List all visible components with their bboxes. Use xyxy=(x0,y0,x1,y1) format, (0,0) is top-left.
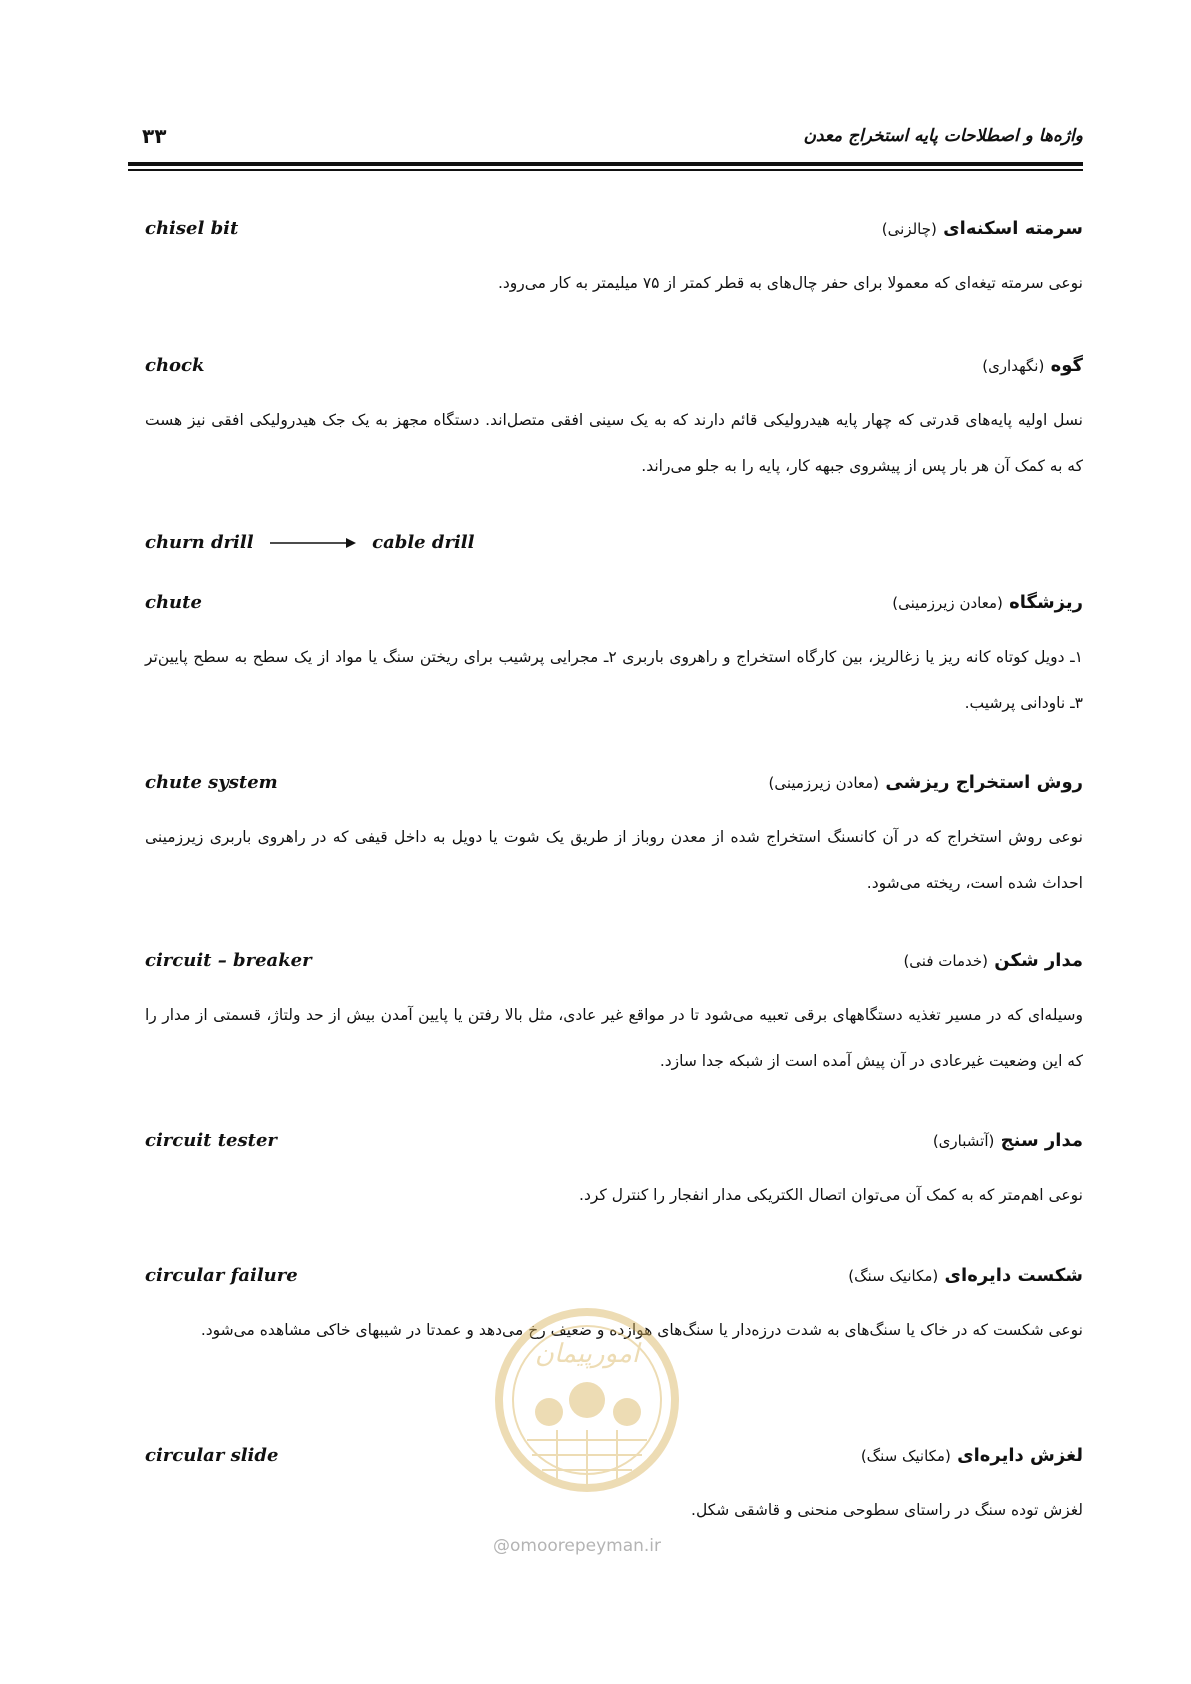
term-persian xyxy=(768,772,1083,793)
term-definition: نوعی شکست که در خاک یا سنگ‌های به شدت درزه‌دار یا سنگ‌های هوازده و ضعیف رخ می‌دهد و عمدتا در شیبهای خاکی مشاهده می‌شود. xyxy=(200,1321,1083,1339)
term-english: circuit – breaker xyxy=(145,950,312,971)
term-persian-text: شکست دایره‌ای xyxy=(944,1265,1083,1286)
term-definition: نوعی سرمته تیغه‌ای که معمولا برای حفر چال‌های به قطر کمتر از ۷۵ میلیمتر به کار می‌رود. xyxy=(497,274,1083,292)
term-field: (مکانیک سنگ) xyxy=(860,1447,951,1465)
running-title: واژه‌ها و اصطلاحات پایه استخراج معدن xyxy=(803,126,1083,146)
term-persian xyxy=(861,1445,1083,1466)
term-persian-text: سرمته اسکنه‌ای xyxy=(943,218,1083,239)
term-english: chute system xyxy=(145,772,278,793)
watermark-site: @omoorepeyman.ir xyxy=(493,1536,662,1556)
term-persian xyxy=(903,950,1083,971)
term-persian xyxy=(882,218,1083,239)
watermark-logo xyxy=(487,1290,687,1510)
term-field: (معادن زیرزمینی) xyxy=(768,774,880,792)
term-field: (چالزنی) xyxy=(881,220,937,238)
term-persian-text: ریزشگاه xyxy=(1009,592,1083,613)
term-persian xyxy=(892,592,1083,613)
term-field: (نگهداری) xyxy=(982,357,1045,375)
term-english: circular failure xyxy=(145,1265,298,1286)
xref-to: cable drill xyxy=(372,532,475,553)
term-definition: نسل اولیه پایه‌های قدرتی که چهار پایه هیدرولیکی قائم دارند که به یک سینی افقی متصل‌اند. دستگاه مجهز به یک جک هیدرولیکی افقی نیز هست که به کمک آن هر بار پس از پیشروی جبهه کار، پایه را به جلو می‌راند. xyxy=(145,411,1083,475)
arrow-right-icon xyxy=(270,537,356,549)
term-english: chisel bit xyxy=(145,218,239,239)
term-definition: نوعی روش استخراج که در آن کانسنگ استخراج شده از معدن روباز از طریق یک شوت یا دویل به داخل قیفی که در راهروی باربری زیرزمینی احداث شده است، ریخته می‌شود. xyxy=(145,828,1083,892)
term-persian xyxy=(982,355,1083,376)
term-persian-text: گوه xyxy=(1050,355,1083,376)
term-definition: ۱ـ دویل کوتاه کانه ریز یا زغالریز، بین کارگاه استخراج و راهروی باربری ۲ـ مجرایی پرشیب برای ریختن سنگ یا مواد از یک سطح به سطح پایین‌تر ۳ـ ناودانی پرشیب. xyxy=(145,648,1083,712)
term-persian-text: لغزش دایره‌ای xyxy=(957,1445,1083,1466)
term-persian-text: مدار سنج xyxy=(1000,1130,1083,1151)
header-rule-thick xyxy=(128,162,1083,166)
cross-reference xyxy=(145,532,474,553)
term-field: (آتشباری) xyxy=(932,1132,995,1150)
term-definition: لغزش توده سنگ در راستای سطوحی منحنی و قاشقی شکل. xyxy=(691,1501,1083,1519)
term-english: circuit tester xyxy=(145,1130,277,1151)
term-field: (مکانیک سنگ) xyxy=(848,1267,939,1285)
watermark-logo-text: امورپیمان xyxy=(534,1339,640,1369)
term-english: chock xyxy=(145,355,205,376)
term-persian-text: مدار شکن xyxy=(994,950,1083,971)
term-english: circular slide xyxy=(145,1445,279,1466)
header-rule-thin xyxy=(128,169,1083,171)
term-field: (خدمات فنی) xyxy=(903,952,988,970)
xref-from: churn drill xyxy=(145,532,254,553)
page-number: ۳۳ xyxy=(142,124,167,148)
term-field: (معادن زیرزمینی) xyxy=(892,594,1003,612)
term-definition: وسیله‌ای که در مسیر تغذیه دستگاههای برقی تعبیه می‌شود تا در مواقع غیر عادی، مثل بالا رفتن یا پایین آمدن بیش از حد ولتاژ، قسمتی از مدار را که این وضعیت غیرعادی در آن پیش آمده است از شبکه جدا سازد. xyxy=(145,1006,1083,1070)
term-persian xyxy=(848,1265,1083,1286)
term-definition: نوعی اهم‌متر که به کمک آن می‌توان اتصال الکتریکی مدار انفجار را کنترل کرد. xyxy=(579,1186,1083,1204)
term-english: chute xyxy=(145,592,202,613)
term-persian-text: روش استخراج ریزشی xyxy=(885,772,1083,793)
term-persian xyxy=(933,1130,1083,1151)
